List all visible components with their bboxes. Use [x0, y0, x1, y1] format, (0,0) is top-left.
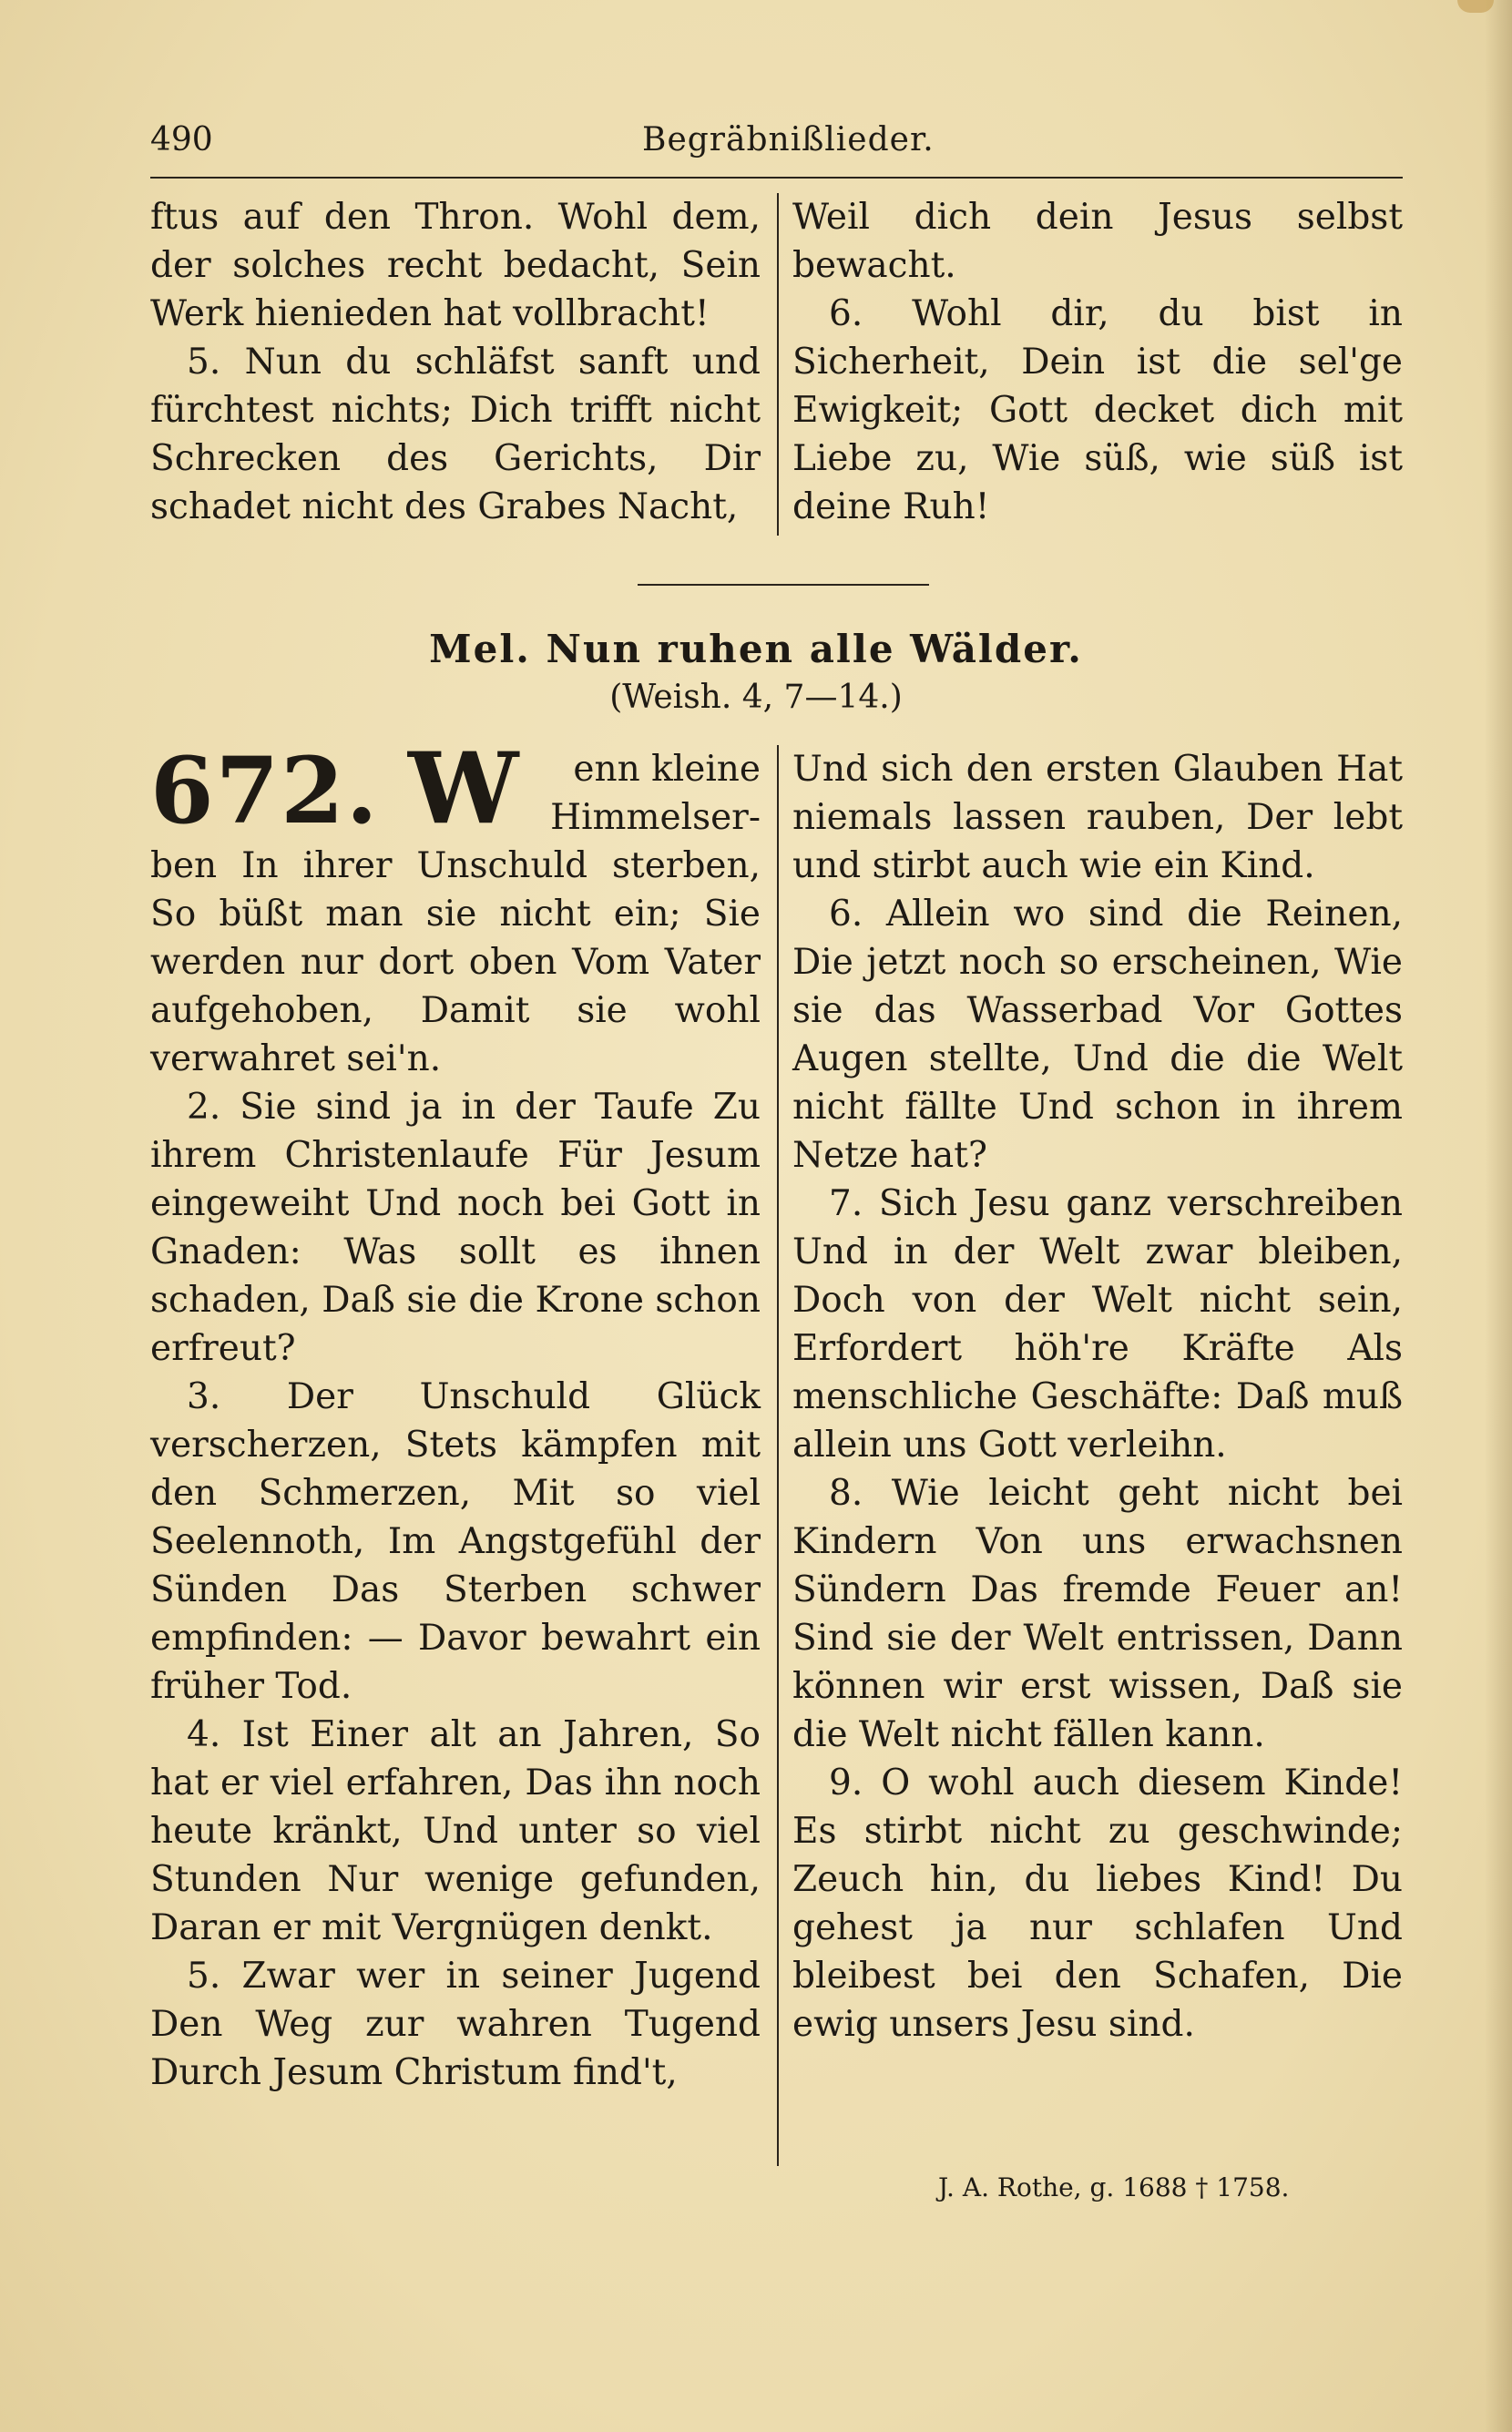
- section-divider: [638, 584, 929, 586]
- verse: 3. Der Unschuld Glück verscherzen, Stets kämpfen mit den Schmerzen, Mit so viel Seelennoth, Im Angstgefühl der Sünden Das Sterben schwer empfinden: — Davor bewahrt ein früher Tod.: [150, 1376, 761, 1707]
- verse: 6. Wohl dir, du bist in Sicherheit, Dein ist die sel'ge Ewigkeit; Gott decket dich mit Liebe zu, Wie süß, wie süß ist deine Ruh!: [792, 293, 1403, 527]
- first-line-part: Himmelser-: [550, 797, 761, 838]
- top-left-column: [150, 193, 761, 531]
- drop-cap: W: [408, 731, 519, 846]
- verse-continuation: Und sich den ersten Glauben Hat niemals lassen rauben, Der lebt und stirbt auch wie ein Kind.: [792, 749, 1403, 886]
- verse-continuation: ftus auf den Thron. Wohl dem, der solches recht bedacht, Sein Werk hienieden hat vollbracht!: [150, 197, 761, 334]
- page-number: 490: [150, 121, 213, 158]
- verse: 2. Sie sind ja in der Taufe Zu ihrem Christenlaufe Für Jesum eingeweiht Und noch bei Gott in Gnaden: Was sollt es ihnen schaden, Daß sie die Krone schon erfreut?: [150, 1087, 761, 1369]
- verse: 6. Allein wo sind die Reinen, Die jetzt noch so erscheinen, Wie sie das Wasserbad Vor Gottes Augen stellte, Und die die Welt nicht fällte Und schon in ihrem Netze hat?: [792, 894, 1403, 1176]
- hymn-number: 672.: [150, 737, 380, 844]
- column-rule-hymn: [777, 745, 779, 2166]
- top-right-column: [792, 193, 1403, 531]
- verse: 8. Wie leicht geht nicht bei Kindern Von uns erwachsnen Sündern Das fremde Feuer an! Sind sie der Welt entrissen, Dann können wir erst wissen, Daß sie die Welt nicht fällen kann.: [792, 1473, 1403, 1755]
- header-rule: [150, 177, 1403, 179]
- verse: 5. Zwar wer in seiner Jugend Den Weg zur wahren Tugend Durch Jesum Christum find't,: [150, 1956, 761, 2093]
- verse: 7. Sich Jesu ganz verschreiben Und in der Welt zwar bleiben, Doch von der Welt nicht sein, Erfordert höh're Kräfte Als menschliche Geschäfte: Daß muß allein uns Gott verleihn.: [792, 1183, 1403, 1466]
- melody-heading: Mel. Nun ruhen alle Wälder.: [429, 627, 1083, 671]
- hymn-right-column: [792, 745, 1403, 2049]
- verse-continuation: Weil dich dein Jesus selbst bewacht.: [792, 197, 1403, 286]
- page-header: [150, 121, 1407, 172]
- verse: 9. O wohl auch diesem Kinde! Es stirbt nicht zu geschwinde; Zeuch hin, du liebes Kind! Du gehest ja nur schlafen Und bleibest bei den Schafen, Die ewig unsers Jesu sind.: [792, 1763, 1403, 2045]
- page-edge-shadow: [1485, 0, 1512, 2432]
- hymn-left-column: [150, 842, 761, 2097]
- first-line-part: enn kleine: [573, 749, 761, 790]
- hymn-author: J. A. Rothe, g. 1688 † 1758.: [938, 2172, 1290, 2202]
- scripture-reference: (Weish. 4, 7—14.): [609, 679, 903, 716]
- column-rule-top: [777, 193, 779, 536]
- verse: ben In ihrer Unschuld sterben, So büßt man sie nicht ein; Sie werden nur dort oben Vom Vater aufgehoben, Damit sie wohl verwahret sei'n.: [150, 845, 761, 1079]
- running-title: Begräbnißlieder.: [642, 121, 935, 158]
- verse: 5. Nun du schläfst sanft und fürchtest nichts; Dich trifft nicht Schrecken des Gerichts, Dir schadet nicht des Grabes Nacht,: [150, 342, 761, 527]
- verse: 4. Ist Einer alt an Jahren, So hat er viel erfahren, Das ihn noch heute kränkt, Und unter so viel Stunden Nur wenige gefunden, Daran er mit Vergnügen denkt.: [150, 1714, 761, 1948]
